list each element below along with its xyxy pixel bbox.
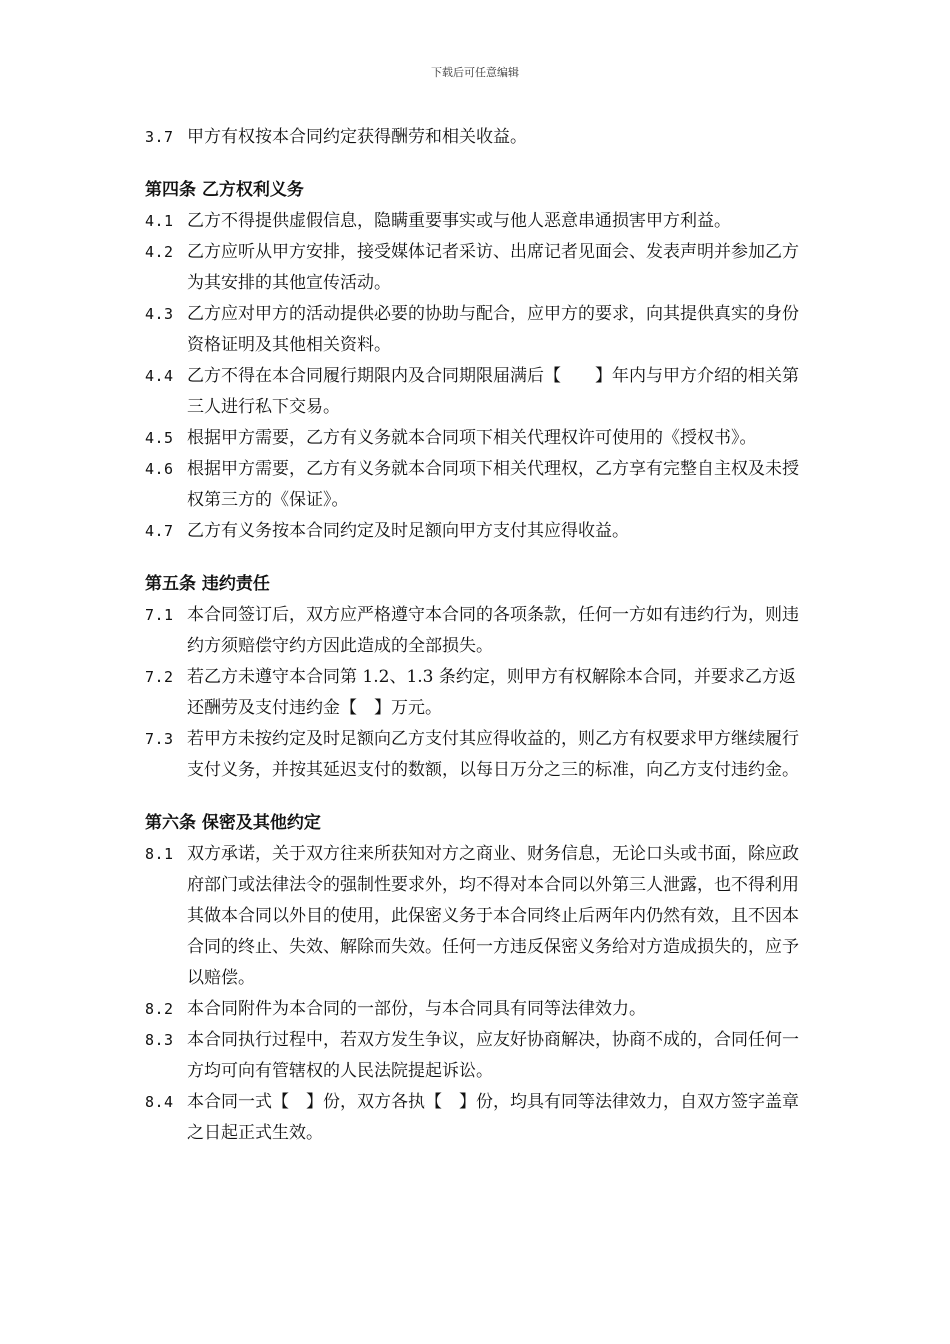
clause <box>145 839 810 994</box>
clause-text: 乙方应听从甲方安排，接受媒体记者采访、出席记者见面会、发表声明并参加乙方为其安排的其他宣传活动。 <box>187 242 799 293</box>
clause <box>145 662 810 724</box>
contract-body <box>145 122 810 1149</box>
clause-text: 乙方不得在本合同履行期限内及合同期限届满后【 】年内与甲方介绍的相关第三人进行私下交易。 <box>187 366 799 417</box>
page-header: 下载后可任意编辑 <box>431 66 519 79</box>
clause <box>145 206 810 237</box>
clause-text: 乙方有义务按本合同约定及时足额向甲方支付其应得收益。 <box>187 521 629 541</box>
clause-text: 本合同一式【 】份，双方各执【 】份，均具有同等法律效力，自双方签字盖章之日起正式生效。 <box>187 1092 799 1143</box>
clause-text: 根据甲方需要，乙方有义务就本合同项下相关代理权许可使用的《授权书》。 <box>187 428 757 448</box>
clause-number: 4.2 <box>145 243 174 261</box>
clause <box>145 516 810 547</box>
clause-number: 8.3 <box>145 1031 174 1049</box>
clause-text: 乙方应对甲方的活动提供必要的协助与配合，应甲方的要求，向其提供真实的身份资格证明及其他相关资料。 <box>187 304 799 355</box>
clause <box>145 299 810 361</box>
clause <box>145 1087 810 1149</box>
clause-number: 3.7 <box>145 128 174 146</box>
clause-number: 4.1 <box>145 212 174 230</box>
clause-text: 若乙方未遵守本合同第 1.2、1.3 条约定，则甲方有权解除本合同，并要求乙方返还酬劳及支付违约金【 】万元。 <box>187 667 796 718</box>
clause-text: 双方承诺，关于双方往来所获知对方之商业、财务信息，无论口头或书面，除应政府部门或法律法令的强制性要求外，均不得对本合同以外第三人泄露，也不得利用其做本合同以外目的使用，此保密义务于本合同终止后两年内仍然有效，且不因本合同的终止、失效、解除而失效。任何一方违反保密义务给对方造成损失的，应予以赔偿。 <box>187 844 799 988</box>
section-heading: 第五条 违约责任 <box>145 574 270 594</box>
clause-text: 若甲方未按约定及时足额向乙方支付其应得收益的，则乙方有权要求甲方继续履行支付义务，并按其延迟支付的数额，以每日万分之三的标准，向乙方支付违约金。 <box>187 729 799 780</box>
clause <box>145 423 810 454</box>
clause <box>145 724 810 786</box>
clause <box>145 122 810 153</box>
clause-text: 根据甲方需要，乙方有义务就本合同项下相关代理权，乙方享有完整自主权及未授权第三方的《保证》。 <box>187 459 799 510</box>
clause <box>145 994 810 1025</box>
clause <box>145 454 810 516</box>
clause-number: 4.4 <box>145 367 174 385</box>
clause-number: 7.1 <box>145 606 174 624</box>
clause-number: 8.1 <box>145 845 174 863</box>
clause-number: 7.3 <box>145 730 174 748</box>
clause-number: 8.4 <box>145 1093 174 1111</box>
clause-text: 本合同执行过程中，若双方发生争议，应友好协商解决，协商不成的，合同任何一方均可向有管辖权的人民法院提起诉讼。 <box>187 1030 799 1081</box>
clause <box>145 1025 810 1087</box>
clause-number: 4.7 <box>145 522 174 540</box>
clause <box>145 361 810 423</box>
section-heading: 第四条 乙方权利义务 <box>145 180 304 200</box>
clause-number: 4.5 <box>145 429 174 447</box>
clause-number: 7.2 <box>145 668 174 686</box>
clause <box>145 600 810 662</box>
clause-text: 本合同附件为本合同的一部份，与本合同具有同等法律效力。 <box>187 999 646 1019</box>
clause-number: 4.6 <box>145 460 174 478</box>
clause-number: 4.3 <box>145 305 174 323</box>
clause-number: 8.2 <box>145 1000 174 1018</box>
clause-text: 甲方有权按本合同约定获得酬劳和相关收益。 <box>187 127 527 147</box>
clause <box>145 237 810 299</box>
clause-text: 乙方不得提供虚假信息，隐瞒重要事实或与他人恶意串通损害甲方利益。 <box>187 211 731 231</box>
clause-text: 本合同签订后，双方应严格遵守本合同的各项条款，任何一方如有违约行为，则违约方须赔偿守约方因此造成的全部损失。 <box>187 605 799 656</box>
section-heading: 第六条 保密及其他约定 <box>145 813 321 833</box>
